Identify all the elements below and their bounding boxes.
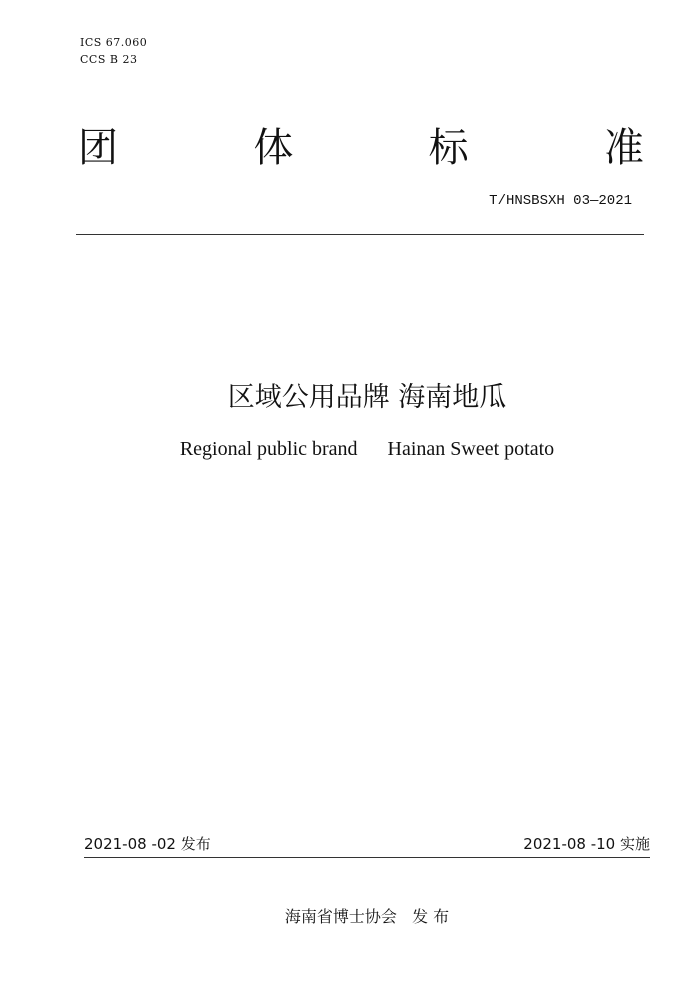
classification-codes (80, 34, 147, 68)
publisher: 海南省博士协会 发 布 (284, 907, 450, 926)
document-title-chinese: 区域公用品牌 海南地瓜 (227, 382, 507, 413)
standard-number: T/HNSBSXH 03—2021 (489, 193, 632, 209)
standard-type-heading (78, 124, 644, 172)
ccs-code: CCS B 23 (80, 53, 138, 66)
heading-char-2: 体 (253, 125, 294, 171)
implementation-date: 2021-08 -10 实施 (523, 835, 650, 853)
heading-char-1: 团 (78, 125, 118, 171)
top-divider (76, 234, 644, 235)
document-title-english: Regional public brand Hainan Sweet potato (179, 438, 555, 460)
heading-char-4: 准 (603, 125, 644, 171)
heading-char-3: 标 (428, 125, 469, 171)
release-date: 2021-08 -02 发布 (84, 835, 211, 853)
date-row (84, 834, 650, 854)
bottom-divider (84, 857, 650, 858)
ics-code: ICS 67.060 (80, 36, 148, 49)
